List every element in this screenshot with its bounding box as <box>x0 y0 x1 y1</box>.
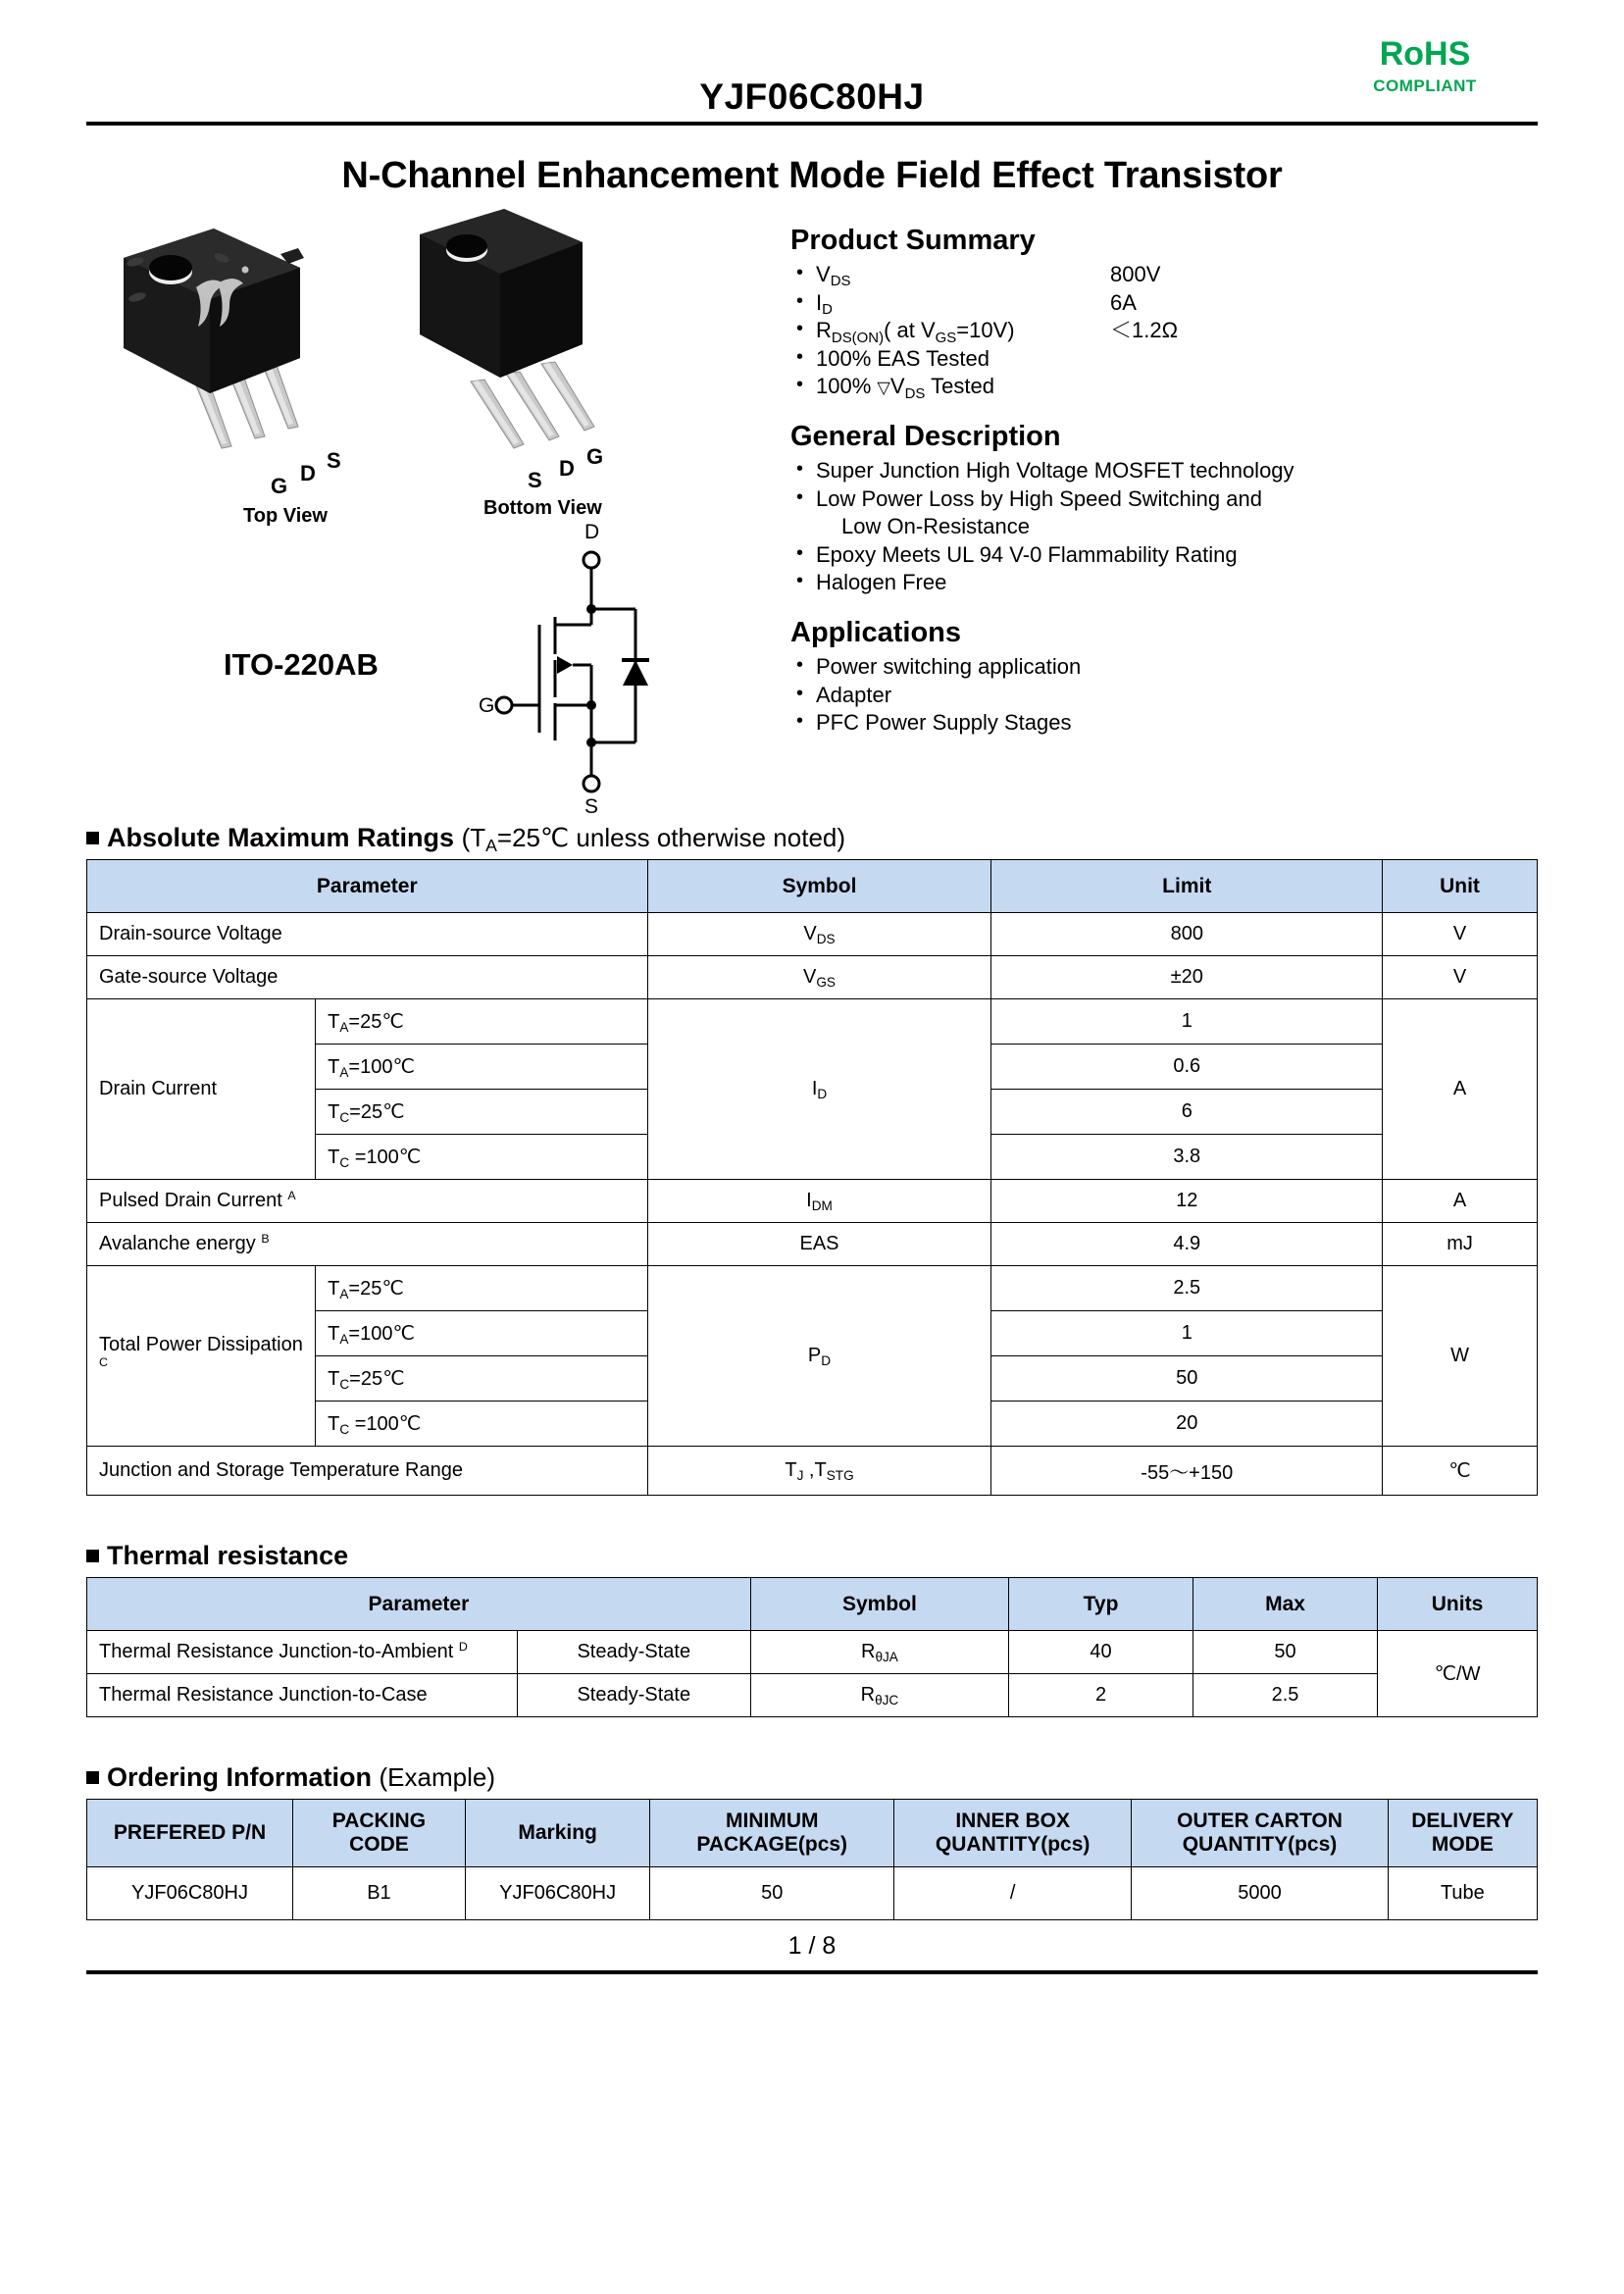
summary-item-rdson <box>790 317 1536 345</box>
ordering-col-marking: Marking <box>465 1800 650 1867</box>
part-number-title: YJF06C80HJ <box>699 76 925 117</box>
schematic-drain-label: D <box>584 523 600 543</box>
abs-max-col-limit: Limit <box>991 860 1383 913</box>
summary-rdson-value: ＜1.2Ω <box>1110 318 1179 343</box>
gd-item-3: • Epoxy Meets UL 94 V-0 Flammability Rating <box>790 541 1536 570</box>
rohs-badge <box>1312 37 1538 96</box>
general-description-heading: General Description <box>790 420 1061 452</box>
row-unit: V <box>1383 913 1538 956</box>
row-limit: 1 <box>991 999 1383 1045</box>
summary-item-vds <box>790 261 1536 289</box>
ordering-heading-bold: Ordering Information <box>107 1762 372 1792</box>
row-param: Gate-source Voltage <box>87 956 648 999</box>
row-symbol: $V_{GS}$ <box>647 956 991 999</box>
row-symbol: EAS <box>647 1223 991 1266</box>
abs-max-table <box>86 859 1538 1496</box>
top-pin-label-g: G <box>271 474 288 498</box>
mosfet-schematic-symbol <box>479 523 704 817</box>
table-row <box>87 1674 1538 1717</box>
top-pin-label-s: S <box>327 448 341 473</box>
header-divider <box>86 122 1538 126</box>
row-typ: 40 <box>1009 1631 1193 1674</box>
cell-packing-code: B1 <box>293 1867 466 1920</box>
row-symbol: $R_{\theta JA}$ <box>750 1631 1008 1674</box>
cell-pn: YJF06C80HJ <box>87 1867 293 1920</box>
row-limit: 20 <box>991 1402 1383 1447</box>
row-condition: $T_C=25℃$ <box>316 1356 647 1402</box>
page-number: 1 / 8 <box>787 1932 837 1960</box>
row-limit: 1 <box>991 1311 1383 1356</box>
row-param: Drain Current <box>87 999 316 1180</box>
top-view-label: Top View <box>243 505 328 527</box>
row-param: Total Power Dissipation $^C$ <box>87 1266 316 1447</box>
row-limit: 2.5 <box>991 1266 1383 1311</box>
table-row <box>87 1867 1538 1920</box>
app-item-1: • Adapter <box>790 682 1536 710</box>
ordering-header-row <box>87 1800 1538 1867</box>
summary-item-eas: • 100% EAS Tested <box>790 345 1536 374</box>
abs-max-header-row <box>87 860 1538 913</box>
gd-item-4: • Halogen Free <box>790 569 1536 597</box>
row-symbol: $T_J$ $,T_{STG}$ <box>647 1447 991 1496</box>
row-limit: 6 <box>991 1090 1383 1135</box>
thermal-heading-text: Thermal resistance <box>107 1541 349 1570</box>
summary-id-value: 6A <box>1110 289 1137 315</box>
ordering-col-inner-box: INNER BOX QUANTITY(pcs) <box>894 1800 1132 1867</box>
ordering-heading-note: (Example) <box>379 1762 495 1792</box>
product-summary-list <box>790 261 1536 401</box>
summary-item-vds-tested: • 100% $▽V_{DS}$ Tested <box>790 373 1536 401</box>
row-max: 50 <box>1193 1631 1378 1674</box>
row-limit: 3.8 <box>991 1135 1383 1180</box>
row-param: Thermal Resistance Junction-to-Case <box>87 1674 518 1717</box>
applications-list <box>790 653 1536 738</box>
summary-vds-value: 800V <box>1110 262 1161 286</box>
ordering-section <box>86 1762 1538 1920</box>
row-condition: Steady-State <box>517 1674 750 1717</box>
table-row <box>87 956 1538 999</box>
page-title: N-Channel Enhancement Mode Field Effect Transistor <box>341 155 1283 196</box>
abs-max-col-symbol: Symbol <box>647 860 991 913</box>
row-units: ℃/W <box>1378 1631 1538 1717</box>
package-illustrations <box>96 211 783 819</box>
package-name-label: ITO-220AB <box>224 647 379 682</box>
cell-min-package: 50 <box>650 1867 894 1920</box>
ordering-col-packing-code: PACKING CODE <box>293 1800 466 1867</box>
abs-max-heading-bold: Absolute Maximum Ratings <box>107 823 455 852</box>
row-typ: 2 <box>1009 1674 1193 1717</box>
hero-section <box>86 211 1538 819</box>
row-symbol: $I_{DM}$ <box>647 1180 991 1223</box>
rohs-compliant-label: COMPLIANT <box>1373 76 1477 95</box>
abs-max-heading <box>86 823 1538 856</box>
top-pin-label-d: D <box>300 461 316 485</box>
footer-divider <box>86 1970 1538 1974</box>
product-summary-heading: Product Summary <box>790 225 1036 256</box>
row-condition: $T_A=25℃$ <box>316 999 647 1045</box>
row-limit: ±20 <box>991 956 1383 999</box>
package-photos <box>96 211 783 535</box>
ordering-col-delivery-mode: DELIVERY MODE <box>1388 1800 1537 1867</box>
row-unit: ℃ <box>1383 1447 1538 1496</box>
gd-item-0: • Super Junction High Voltage MOSFET technology <box>790 457 1536 485</box>
abs-max-heading-note: ($T_A=25℃$ unless otherwise noted) <box>461 823 846 856</box>
schematic-gate-label: G <box>479 694 495 717</box>
table-row <box>87 1180 1538 1223</box>
row-condition: $T_A=100℃$ <box>316 1045 647 1090</box>
bullet-square-icon <box>86 1771 99 1784</box>
row-param: Thermal Resistance Junction-to-Ambient $^D$ <box>87 1631 518 1674</box>
bottom-pin-label-g: G <box>586 444 604 469</box>
row-max: 2.5 <box>1193 1674 1378 1717</box>
row-unit: W <box>1383 1266 1538 1447</box>
row-symbol: $P_D$ <box>647 1266 991 1447</box>
row-condition: $T_C$ =100℃ <box>316 1135 647 1180</box>
table-row <box>87 999 1538 1045</box>
row-unit: V <box>1383 956 1538 999</box>
row-unit: A <box>1383 1180 1538 1223</box>
row-condition: Steady-State <box>517 1631 750 1674</box>
summary-item-id <box>790 289 1536 318</box>
cell-delivery-mode: Tube <box>1388 1867 1537 1920</box>
row-param: Junction and Storage Temperature Range <box>87 1447 648 1496</box>
thermal-col-parameter: Parameter <box>87 1578 751 1631</box>
row-limit: 4.9 <box>991 1223 1383 1266</box>
gd-item-1: • Low Power Loss by High Speed Switching and <box>790 485 1536 514</box>
bottom-pin-label-d: D <box>559 456 575 481</box>
thermal-col-typ: Typ <box>1009 1578 1193 1631</box>
row-limit: -55～+150 <box>991 1447 1383 1496</box>
rohs-label: RoHS <box>1379 35 1471 73</box>
row-condition: $T_C$ =100℃ <box>316 1402 647 1447</box>
row-limit: 12 <box>991 1180 1383 1223</box>
abs-max-section <box>86 823 1538 1496</box>
row-symbol: $R_{\theta JC}$ <box>750 1674 1008 1717</box>
cell-inner-box: / <box>894 1867 1132 1920</box>
row-param: Pulsed Drain Current $^A$ <box>87 1180 648 1223</box>
thermal-table <box>86 1577 1538 1717</box>
page-header <box>86 0 1538 117</box>
package-top-view-image <box>116 211 410 535</box>
table-row <box>87 913 1538 956</box>
abs-max-col-unit: Unit <box>1383 860 1538 913</box>
thermal-col-max: Max <box>1193 1578 1378 1631</box>
bottom-pin-label-s: S <box>528 468 542 492</box>
cell-outer-carton: 5000 <box>1132 1867 1389 1920</box>
row-param: Avalanche energy $^B$ <box>87 1223 648 1266</box>
summary-rdson-label: • $R_{DS(ON)}$( at $V_{GS}=10V$) <box>816 318 1015 346</box>
row-symbol: $I_D$ <box>647 999 991 1180</box>
app-item-2: • PFC Power Supply Stages <box>790 709 1536 738</box>
bullet-square-icon <box>86 832 99 844</box>
table-row <box>87 1631 1538 1674</box>
thermal-col-symbol: Symbol <box>750 1578 1008 1631</box>
row-symbol: $V_{DS}$ <box>647 913 991 956</box>
ordering-col-pn: PREFERED P/N <box>87 1800 293 1867</box>
package-bottom-view-image <box>410 199 704 523</box>
row-condition: $T_A=25℃$ <box>316 1266 647 1311</box>
applications-heading: Applications <box>790 616 962 648</box>
summary-vds-label: • $V_{DS}$ <box>816 262 851 290</box>
product-info-column <box>790 225 1536 738</box>
row-condition: $T_A=100℃$ <box>316 1311 647 1356</box>
abs-max-col-parameter: Parameter <box>87 860 648 913</box>
gd-item-2: Low On-Resistance <box>841 514 1030 539</box>
table-row <box>87 1266 1538 1311</box>
table-row <box>87 1447 1538 1496</box>
row-unit: A <box>1383 999 1538 1180</box>
row-param: Drain-source Voltage <box>87 913 648 956</box>
app-item-0: • Power switching application <box>790 653 1536 682</box>
bottom-view-label: Bottom View <box>483 497 602 519</box>
general-description-list <box>790 457 1536 597</box>
schematic-source-label: S <box>584 795 599 817</box>
thermal-col-units: Units <box>1378 1578 1538 1631</box>
thermal-heading <box>86 1541 1538 1571</box>
summary-id-label: • $I_D$ <box>816 289 833 319</box>
row-unit: mJ <box>1383 1223 1538 1266</box>
row-limit: 0.6 <box>991 1045 1383 1090</box>
bullet-square-icon <box>86 1550 99 1562</box>
row-limit: 50 <box>991 1356 1383 1402</box>
ordering-col-min-package: MINIMUM PACKAGE(pcs) <box>650 1800 894 1867</box>
ordering-table <box>86 1799 1538 1920</box>
thermal-header-row <box>87 1578 1538 1631</box>
table-row <box>87 1223 1538 1266</box>
thermal-section <box>86 1541 1538 1717</box>
ordering-col-outer-carton: OUTER CARTON QUANTITY(pcs) <box>1132 1800 1389 1867</box>
cell-marking: YJF06C80HJ <box>465 1867 650 1920</box>
ordering-heading <box>86 1762 1538 1793</box>
row-limit: 800 <box>991 913 1383 956</box>
row-condition: $T_C=25℃$ <box>316 1090 647 1135</box>
